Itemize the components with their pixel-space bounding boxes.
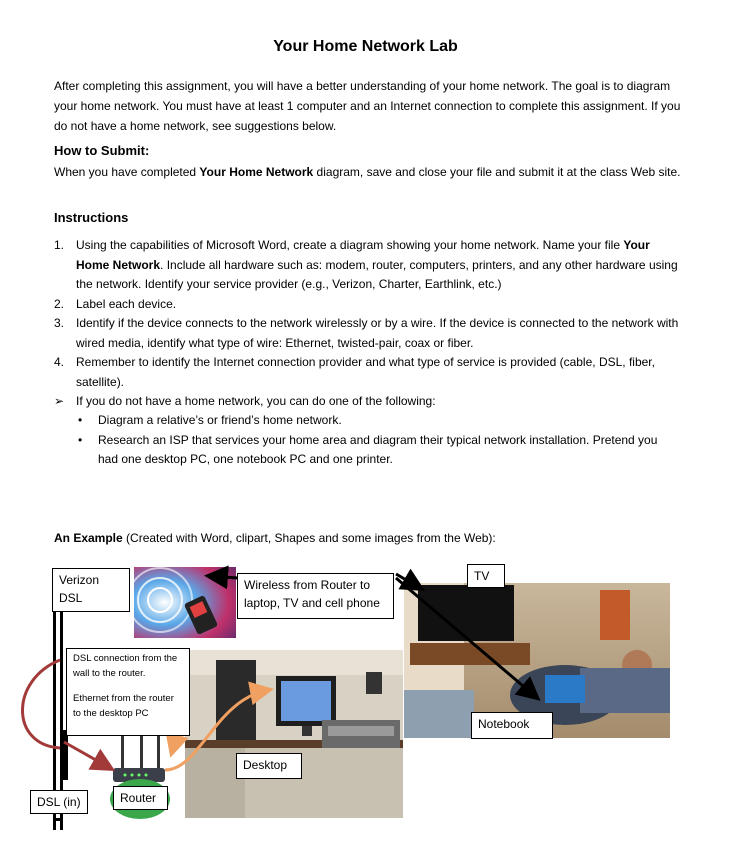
list-item: • Research an ISP that services your home area and diagram their typical network installation. Pretend you had one desktop PC, one notebook PC and one printer. [78, 432, 658, 466]
page-title: Your Home Network Lab [273, 38, 458, 55]
submit-paragraph: When you have completed Your Home Network diagram, save and close your file and submit it at the class Web site. [54, 165, 681, 179]
no-network-item: ➢ If you do not have a home network, you can do one of the following: [54, 392, 684, 412]
desktop-photo [185, 650, 403, 818]
arrow-bullet-icon: ➢ [54, 394, 65, 408]
connection-note-box [66, 648, 190, 736]
submit-heading: How to Submit: [54, 143, 150, 158]
instructions-heading: Instructions [54, 210, 129, 225]
list-item: 4. Remember to identify the Internet connection provider and what type of service is provided (cable, DSL, fiber, satellite). [54, 355, 655, 389]
desktop-label: Desktop [236, 753, 302, 779]
ethernet-note: Ethernet from the router to the desktop PC [73, 693, 174, 719]
tv-label: TV [467, 564, 505, 588]
router-photo [113, 732, 165, 782]
dsl-to-router-arrow [64, 742, 110, 768]
list-item: 3. Identify if the device connects to the network wirelessly or by a wire. If the device is connected to the network with wired media, identify what type of wire: Ethernet, twisted-pair, coax or fiber. [54, 316, 679, 350]
dsl-in-label: DSL (in) [30, 790, 88, 814]
list-item: 1. Using the capabilities of Microsoft Word, create a diagram showing your home network. Name your file Your Home Network. Include all hardware such as: modem, router, computers, printers, and any other hardware using the network. Identify your service provider (e.g., Verizon, Charter, Earthlink, etc.) [54, 238, 678, 291]
intro-paragraph: After completing this assignment, you will have a better understanding of your home network. The goal is to diagram your home network. You must have at least 1 computer and an Internet connection to complete this assignment. If you do not have a home network, see suggestions below. [54, 79, 681, 133]
dsl-note: DSL connection from the wall to the router. [73, 653, 178, 679]
verizon-dsl-label: Verizon DSL [52, 568, 130, 612]
example-caption: An Example (Created with Word, clipart, Shapes and some images from the Web): [54, 531, 496, 545]
router-label: Router [113, 786, 168, 810]
wireless-arrow-left [210, 576, 238, 578]
list-item: 2. Label each device. [54, 296, 177, 311]
bullet-icon: • [78, 432, 83, 447]
list-item: • Diagram a relative’s or friend’s home network. [76, 411, 676, 431]
wireless-label: Wireless from Router to laptop, TV and cell phone [237, 573, 394, 619]
bold-file-name: Your Home Network [199, 165, 314, 179]
notebook-label: Notebook [471, 712, 553, 739]
bullet-icon: • [78, 413, 83, 427]
